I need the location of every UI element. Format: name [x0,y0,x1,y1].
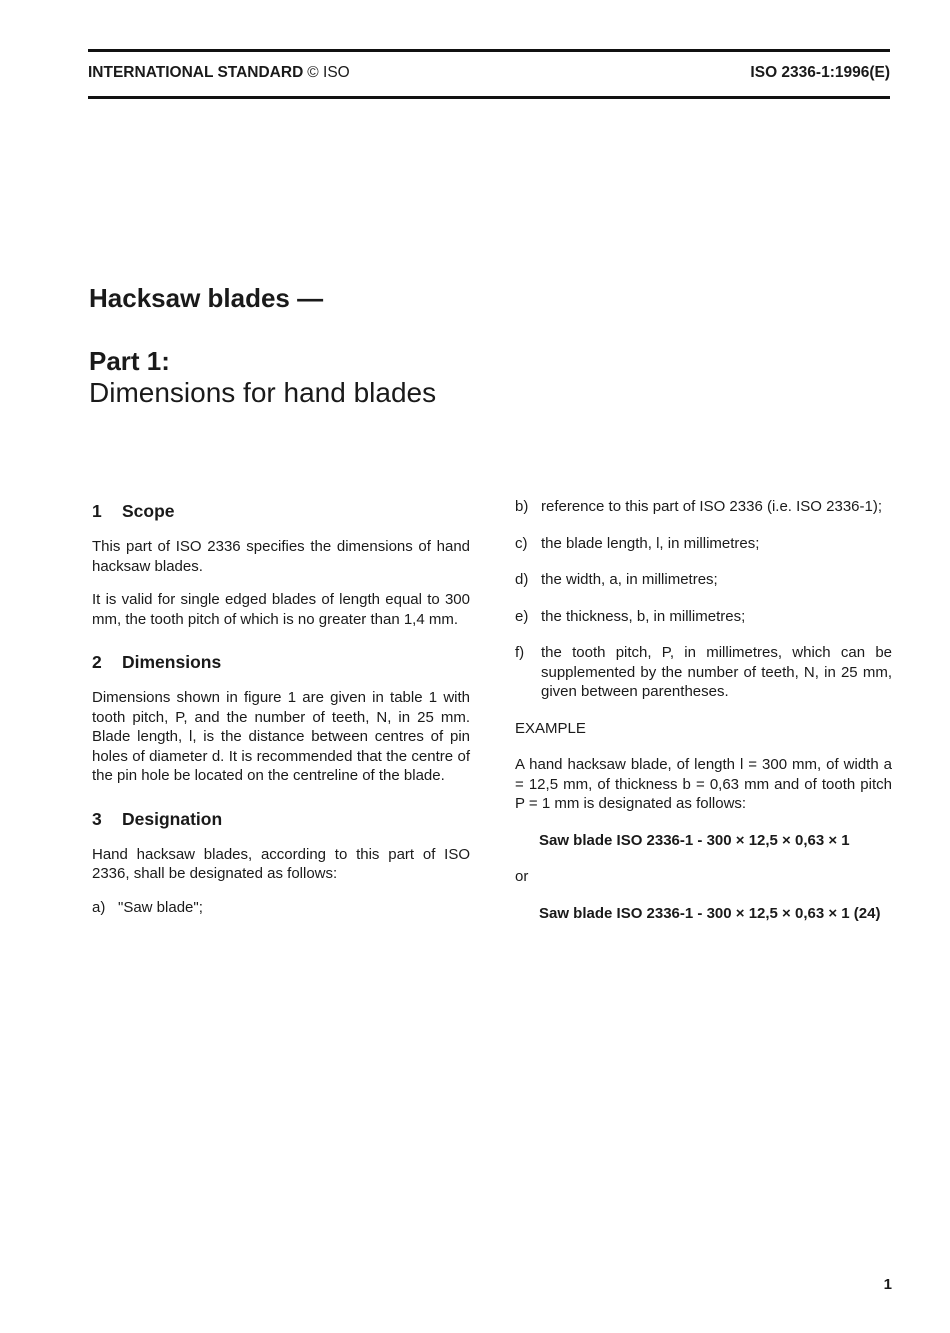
list-item-text: the thickness, b, in millimetres; [541,607,746,625]
header-iso-label: © ISO [307,64,350,81]
list-item [515,607,892,627]
section-heading-scope [92,500,470,522]
list-item-text: reference to this part of ISO 2336 (i.e. ISO 2336-1); [541,498,883,515]
list-item-text: "Saw blade"; [118,898,203,916]
section-title: Designation [122,808,223,829]
section-heading-dimensions [92,651,470,673]
example-label: EXAMPLE [515,719,586,737]
list-item-label: a) [92,898,106,916]
section-number: 1 [92,501,102,521]
list-item-label: b) [515,498,529,515]
designation-example-1: Saw blade ISO 2336-1 - 300 × 12,5 × 0,63 × 1 [539,831,850,849]
header-document-number: ISO 2336-1:1996(E) [750,64,890,81]
left-column [92,500,470,934]
scope-paragraph-2: It is valid for single edged blades of length equal to 300 mm, the tooth pitch of which is no greater than 1,4 mm. [92,591,470,628]
header-left [88,64,350,82]
list-item [515,534,892,554]
list-item-label: e) [515,607,529,625]
page-header [88,64,890,86]
list-item [515,497,892,517]
list-item-label: d) [515,571,529,588]
document-subtitle: Dimensions for hand blades [89,377,437,408]
example-paragraph: A hand hacksaw blade, of length l = 300 mm, of width a = 12,5 mm, of thickness b = 0,63 mm and of tooth pitch P = 1 mm is designated as follows: [515,756,892,812]
list-item-text: the width, a, in millimetres; [541,571,718,588]
section-number: 3 [92,808,102,829]
section-heading-designation [92,808,470,830]
scope-paragraph-1: This part of ISO 2336 specifies the dimensions of hand hacksaw blades. [92,538,470,575]
list-item [515,643,892,702]
header-standard-label: INTERNATIONAL STANDARD [88,64,304,81]
or-label: or [515,868,529,885]
section-title: Scope [122,501,175,521]
section-title: Dimensions [122,652,222,672]
list-item-label: f) [515,644,525,661]
right-column [515,497,892,940]
document-title: Hacksaw blades — [89,283,324,313]
document-part: Part 1: [89,346,170,376]
designation-paragraph: Hand hacksaw blades, according to this part of ISO 2336, shall be designated as follows: [92,845,470,882]
section-number: 2 [92,652,102,672]
header-top-rule [88,49,890,52]
header-bottom-rule [88,96,890,99]
dimensions-paragraph: Dimensions shown in figure 1 are given in table 1 with tooth pitch, P, and the number of teeth, N, in 25 mm. Blade length, l, is the distance between centres of pin holes of diameter d. It is recommended that the centre of the pin hole be located on the centreline of the blade. [92,689,470,784]
page-number: 1 [883,1276,892,1293]
list-item-text: the tooth pitch, P, in millimetres, which can be supplemented by the number of teeth, N, in 25 mm, given between parentheses. [541,644,892,700]
list-item-text: the blade length, l, in millimetres; [541,534,760,552]
list-item [92,898,470,918]
designation-example-2: Saw blade ISO 2336-1 - 300 × 12,5 × 0,63 × 1 (24) [539,904,881,922]
list-item-label: c) [515,534,528,552]
list-item [515,570,892,590]
